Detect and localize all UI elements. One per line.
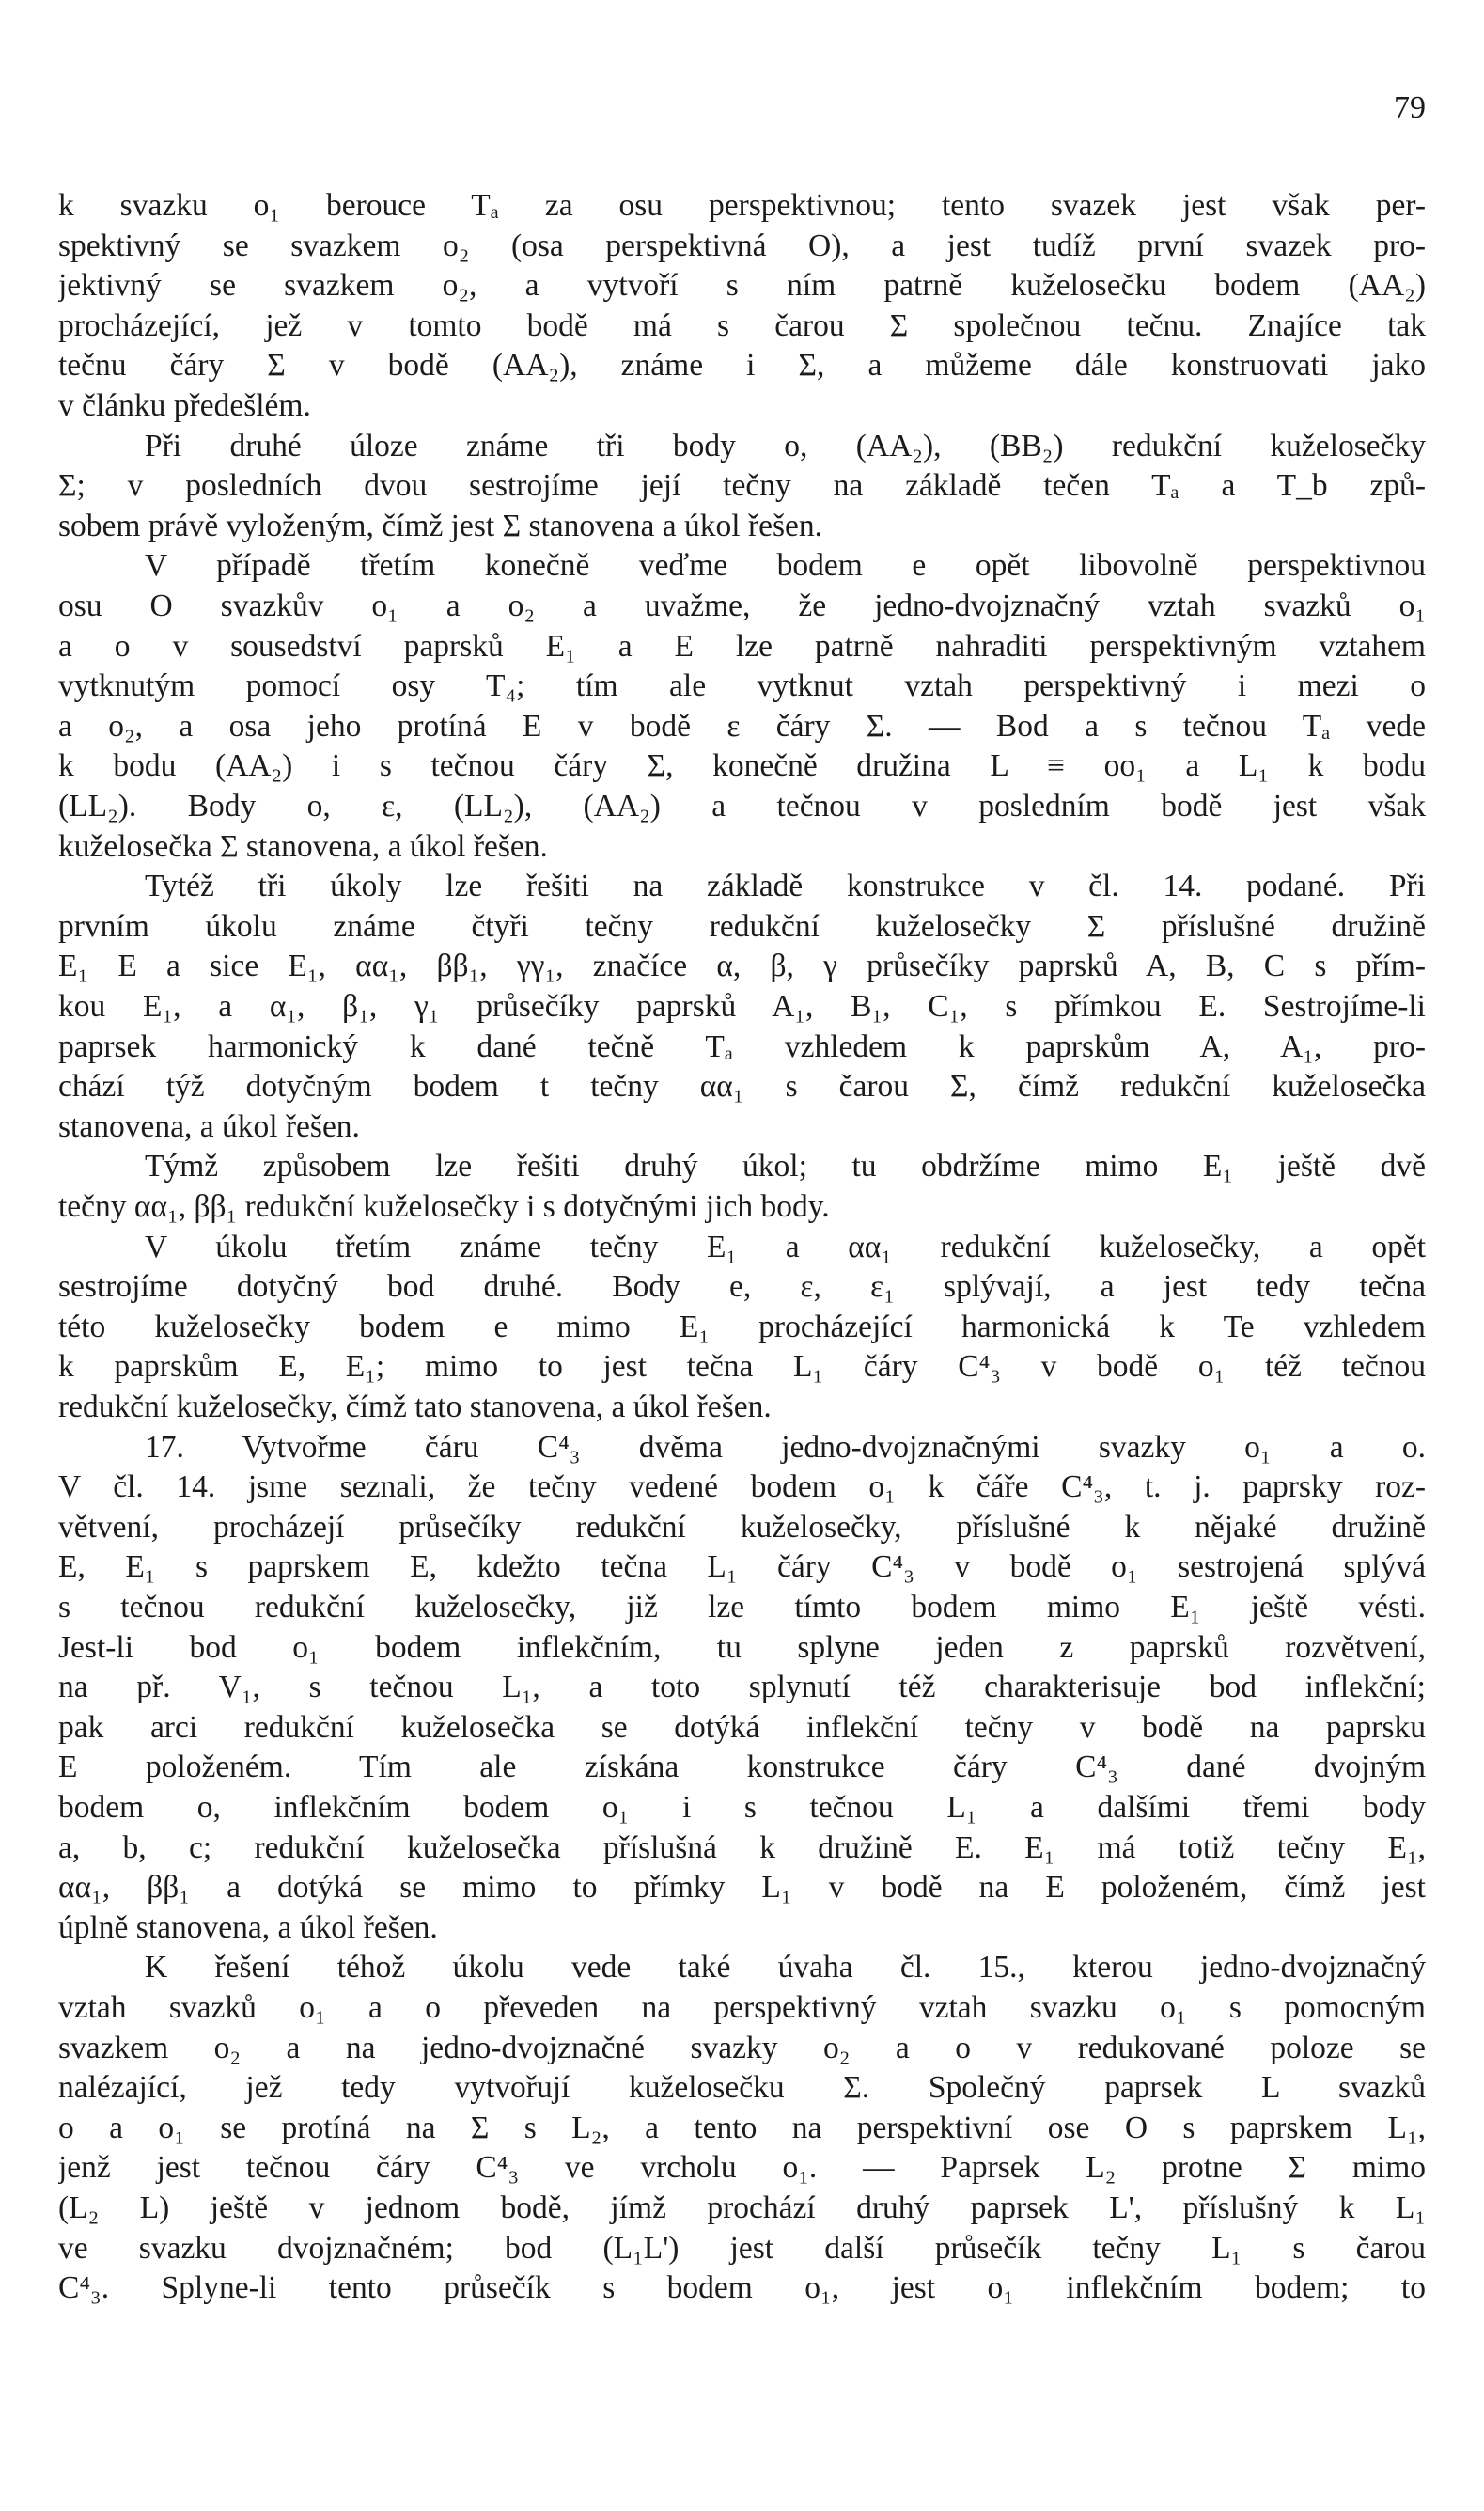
page-number: 79: [1394, 90, 1426, 125]
text-line: a o₂, a osa jeho protíná E v bodě ε čáry Σ. — Bod a s tečnou Tₐ vede: [58, 708, 1426, 744]
text-line: C⁴₃. Splyne-li tento průsečík s bodem o₁, jest o₁ inflekčním bodem; to: [58, 2270, 1426, 2306]
text-line: vytknutým pomocí osy T₄; tím ale vytknut vztah perspektivný i mezi o: [58, 668, 1426, 704]
text-line: Týmž způsobem lze řešiti druhý úkol; tu obdržíme mimo E₁ ještě dvě: [145, 1149, 1426, 1185]
text-line: E₁ E a sice E₁, αα₁, ββ₁, γγ₁, značíce α, β, γ průsečíky paprsků A, B, C s přím-: [58, 949, 1426, 984]
text-line: Σ; v posledních dvou sestrojíme její tečny na základě tečen Tₐ a T_b způ-: [58, 468, 1426, 504]
text-line: této kuželosečky bodem e mimo E₁ procházející harmonická k Te vzhledem: [58, 1309, 1426, 1344]
text-line: prvním úkolu známe čtyři tečny redukční kuželosečky Σ příslušné družině: [58, 908, 1426, 944]
text-line: osu O svazkův o₁ a o₂ a uvažme, že jedno-dvojznačný vztah svazků o₁: [58, 589, 1426, 623]
text-line: jenž jest tečnou čáry C⁴₃ ve vrcholu o₁. — Paprsek L₂ protne Σ mimo: [58, 2150, 1426, 2186]
text-line: k paprskům E, E₁; mimo to jest tečna L₁ čáry C⁴₃ v bodě o₁ též tečnou: [58, 1349, 1426, 1385]
text-line: spektivný se svazkem o₂ (osa perspektivná O), a jest tudíž první svazek pro-: [58, 228, 1426, 263]
text-line: kou E₁, a α₁, β₁, γ₁ průsečíky paprsků A₁, B₁, C₁, s přímkou E. Sestrojíme-li: [58, 989, 1426, 1024]
text-line: pak arci redukční kuželosečka se dotýká inflekční tečny v bodě na paprsku: [58, 1709, 1426, 1745]
text-line: sobem právě vyloženým, čímž jest Σ stanovena a úkol řešen.: [58, 508, 823, 543]
text-line: V případě třetím konečně veďme bodem e opět libovolně perspektivnou: [145, 548, 1426, 584]
text-line: jektivný se svazkem o₂, a vytvoří s ním patrně kuželosečku bodem (AA₂): [58, 268, 1426, 304]
text-line: na př. V₁, s tečnou L₁, a toto splynutí též charakterisuje bod inflekční;: [58, 1670, 1426, 1705]
text-line: stanovena, a úkol řešen.: [58, 1108, 360, 1144]
text-line: (L₂ L) ještě v jednom bodě, jímž prochází druhý paprsek L', příslušný k L₁: [58, 2190, 1426, 2225]
text-line: tečnu čáry Σ v bodě (AA₂), známe i Σ, a můžeme dále konstruovati jako: [58, 348, 1426, 384]
text-line: E, E₁ s paprskem E, kdežto tečna L₁ čáry C⁴₃ v bodě o₁ sestrojená splývá: [58, 1549, 1426, 1585]
text-line: k bodu (AA₂) i s tečnou čáry Σ, konečně družina L ≡ oo₁ a L₁ k bodu: [58, 748, 1426, 784]
text-line: nalézající, jež tedy vytvořují kuželosečku Σ. Společný paprsek L svazků: [58, 2070, 1426, 2106]
text-line: s tečnou redukční kuželosečky, již lze tímto bodem mimo E₁ ještě vésti.: [58, 1590, 1426, 1624]
text-line: tečny αα₁, ββ₁ redukční kuželosečky i s dotyčnými jich body.: [58, 1189, 830, 1224]
text-line: Při druhé úloze známe tři body o, (AA₂), (BB₂) redukční kuželosečky: [145, 428, 1426, 463]
text-line: V úkolu třetím známe tečny E₁ a αα₁ redukční kuželosečky, a opět: [145, 1229, 1426, 1264]
text-line: a, b, c; redukční kuželosečka příslušná k družině E. E₁ má totiž tečny E₁,: [58, 1829, 1426, 1865]
text-line: chází týž dotyčným bodem t tečny αα₁ s čarou Σ, čímž redukční kuželosečka: [58, 1069, 1426, 1105]
text-line: E položeném. Tím ale získána konstrukce čáry C⁴₃ dané dvojným: [58, 1750, 1426, 1785]
text-line: svazkem o₂ a na jedno-dvojznačné svazky o₂ a o v redukované poloze se: [58, 2030, 1426, 2065]
text-line: Tytéž tři úkoly lze řešiti na základě konstrukce v čl. 14. podané. Při: [145, 869, 1426, 904]
text-line: a o v sousedství paprsků E₁ a E lze patrně nahraditi perspektivným vztahem: [58, 628, 1426, 664]
text-line: redukční kuželosečky, čímž tato stanovena, a úkol řešen.: [58, 1389, 772, 1424]
text-line: procházející, jež v tomto bodě má s čarou Σ společnou tečnu. Znajíce tak: [58, 307, 1426, 343]
text-line: (LL₂). Body o, ε, (LL₂), (AA₂) a tečnou v posledním bodě jest však: [58, 789, 1426, 824]
text-line: bodem o, inflekčním bodem o₁ i s tečnou L₁ a dalšími třemi body: [58, 1790, 1426, 1825]
text-line: 17. Vytvořme čáru C⁴₃ dvěma jedno-dvojznačnými svazky o₁ a o.: [145, 1429, 1426, 1465]
text-line: k svazku o₁ berouce Tₐ za osu perspektivnou; tento svazek jest však per-: [58, 188, 1426, 223]
text-line: αα₁, ββ₁ a dotýká se mimo to přímky L₁ v bodě na E položeném, čímž jest: [58, 1870, 1426, 1906]
text-line: vztah svazků o₁ a o převeden na perspektivný vztah svazku o₁ s pomocným: [58, 1990, 1426, 2025]
text-line: v článku předešlém.: [58, 388, 311, 423]
text-line: větvení, procházejí průsečíky redukční kuželosečky, příslušné k nějaké družině: [58, 1509, 1426, 1545]
text-line: sestrojíme dotyčný bod druhé. Body e, ε, ε₁ splývají, a jest tedy tečna: [58, 1269, 1426, 1305]
text-line: úplně stanovena, a úkol řešen.: [58, 1909, 438, 1945]
text-line: K řešení téhož úkolu vede také úvaha čl. 15., kterou jedno-dvojznačný: [145, 1950, 1426, 1985]
text-line: V čl. 14. jsme seznali, že tečny vedené bodem o₁ k čáře C⁴₃, t. j. paprsky roz-: [58, 1469, 1426, 1505]
text-line: kuželosečka Σ stanovena, a úkol řešen.: [58, 828, 548, 864]
text-line: Jest-li bod o₁ bodem inflekčním, tu splyne jeden z paprsků rozvětvení,: [58, 1629, 1426, 1665]
text-line: o a o₁ se protíná na Σ s L₂, a tento na perspektivní ose O s paprskem L₁,: [58, 2110, 1426, 2145]
text-line: ve svazku dvojznačném; bod (L₁L') jest další průsečík tečny L₁ s čarou: [58, 2230, 1426, 2266]
text-line: paprsek harmonický k dané tečně Tₐ vzhledem k paprskům A, A₁, pro-: [58, 1028, 1426, 1064]
